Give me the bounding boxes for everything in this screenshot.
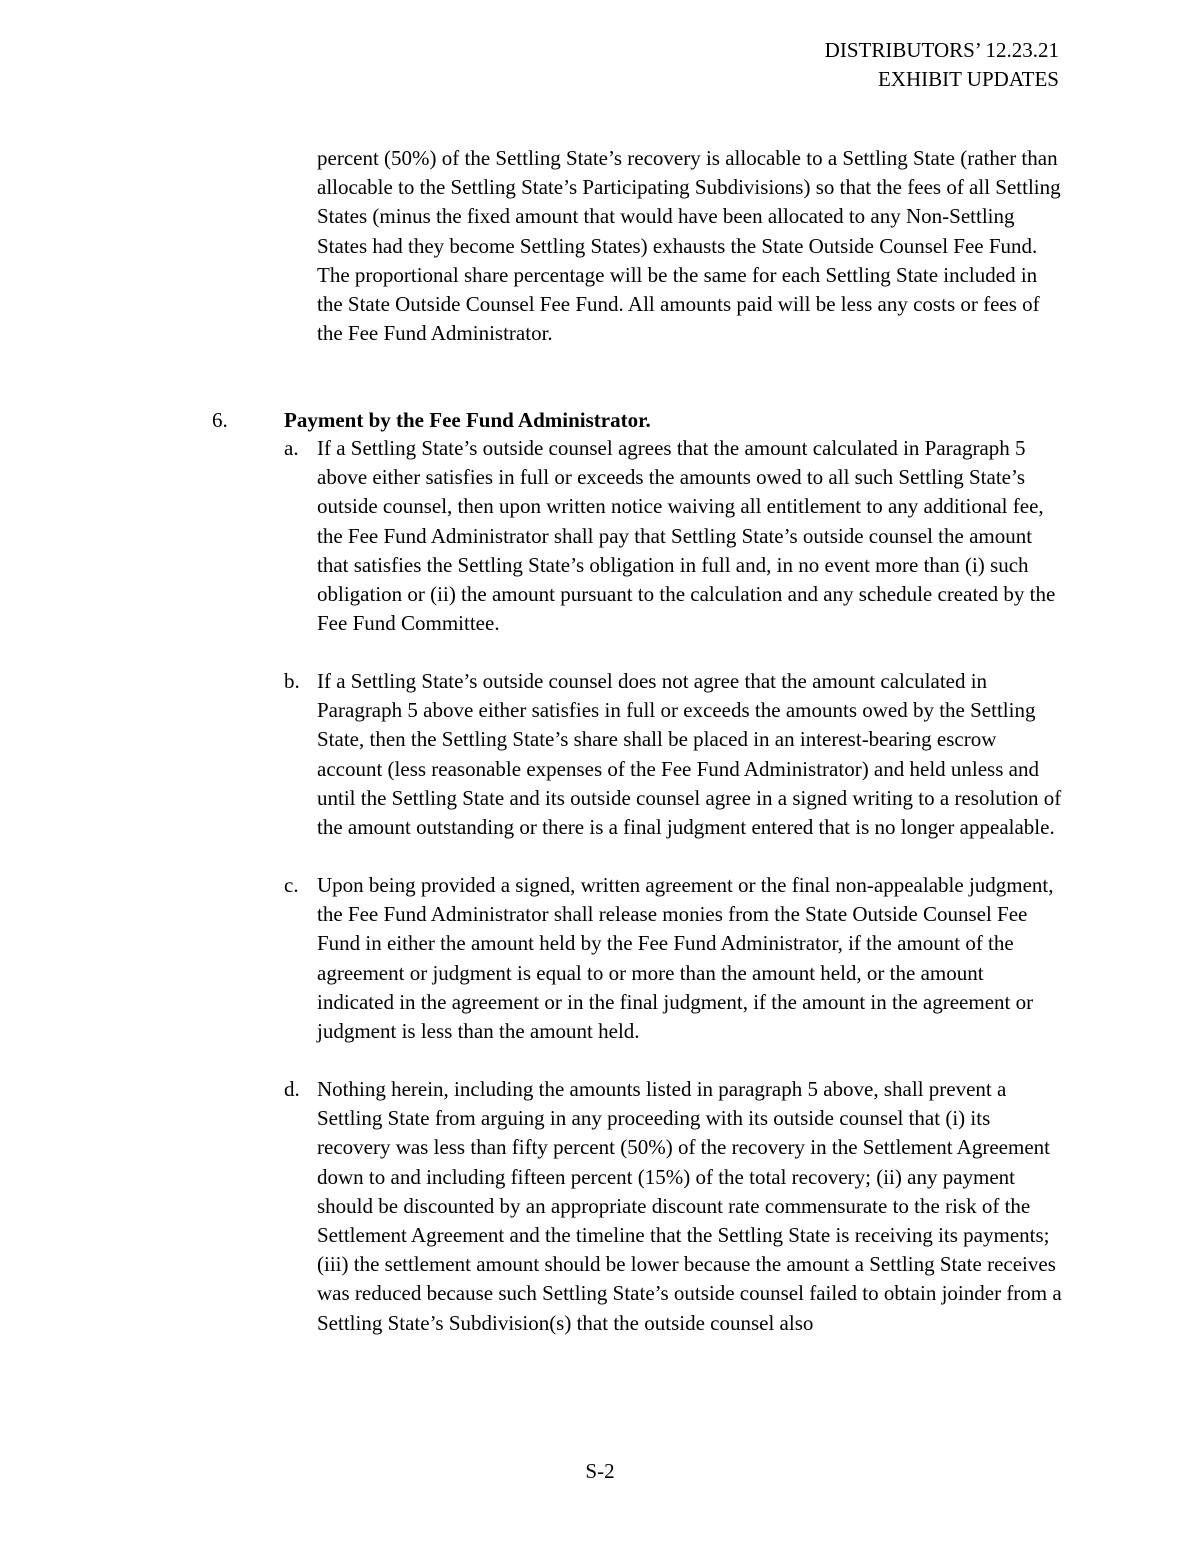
item-c-letter: c. (284, 873, 299, 897)
continuation-paragraph: percent (50%) of the Settling State’s recovery is allocable to a Settling State (rather than allocable to the Settling State’s Participating Subdivisions) so that the fees of all Settling States (minus the fixed amount that would have been allocated to any Non-Settling States had they become Settling States) exhausts the State Outside Counsel Fee Fund. The proportional share percentage will be the same for each Settling State included in the State Outside Counsel Fee Fund. All amounts paid will be less any costs or fees of the Fee Fund Administrator. (317, 146, 1061, 346)
item-a-letter: a. (284, 436, 299, 460)
page-header (825, 36, 1059, 94)
item-d-text: Nothing herein, including the amounts listed in paragraph 5 above, shall prevent a Settling State from arguing in any proceeding with its outside counsel that (i) its recovery was less than fifty percent (50%) of the recovery in the Settlement Agreement down to and including fifteen percent (15%) of the total recovery; (ii) any payment should be discounted by an appropriate discount rate commensurate to the risk of the Settlement Agreement and the timeline that the Settling State is receiving its payments; (iii) the settlement amount should be lower because the amount a Settling State receives was reduced because such Settling State’s outside counsel failed to obtain joinder from a Settling State’s Subdivision(s) that the outside counsel also (317, 1077, 1062, 1335)
item-c-text: Upon being provided a signed, written agreement or the final non-appealable judgment, the Fee Fund Administrator shall release monies from the State Outside Counsel Fee Fund in either the amount held by the Fee Fund Administrator, if the amount of the agreement or judgment is equal to or more than the amount held, or the amount indicated in the agreement or in the final judgment, if the amount in the agreement or judgment is less than the amount held. (317, 873, 1054, 1044)
header-line-1: DISTRIBUTORS’ 12.23.21 (824, 38, 1059, 62)
section-number: 6. (212, 408, 228, 432)
item-b-text: If a Settling State’s outside counsel does not agree that the amount calculated in Paragraph 5 above either satisfies in full or exceeds the amounts owed by the Settling State, then the Settling State’s share shall be placed in an interest-bearing escrow account (less reasonable expenses of the Fee Fund Administrator) and held unless and until the Settling State and its outside counsel agree in a signed writing to a resolution of the amount outstanding or there is a final judgment entered that is no longer appealable. (317, 669, 1062, 840)
header-line-2: EXHIBIT UPDATES (877, 67, 1059, 91)
item-b-letter: b. (284, 669, 300, 693)
item-d-letter: d. (284, 1077, 300, 1101)
page-number: S-2 (585, 1459, 615, 1483)
section-title: Payment by the Fee Fund Administrator. (284, 408, 651, 432)
item-a-text: If a Settling State’s outside counsel agrees that the amount calculated in Paragraph 5 above either satisfies in full or exceeds the amounts owed to all such Settling State’s outside counsel, then upon written notice waiving all entitlement to any additional fee, the Fee Fund Administrator shall pay that Settling State’s outside counsel the amount that satisfies the Settling State’s obligation in full and, in no event more than (i) such obligation or (ii) the amount pursuant to the calculation and any schedule created by the Fee Fund Committee. (317, 436, 1056, 636)
